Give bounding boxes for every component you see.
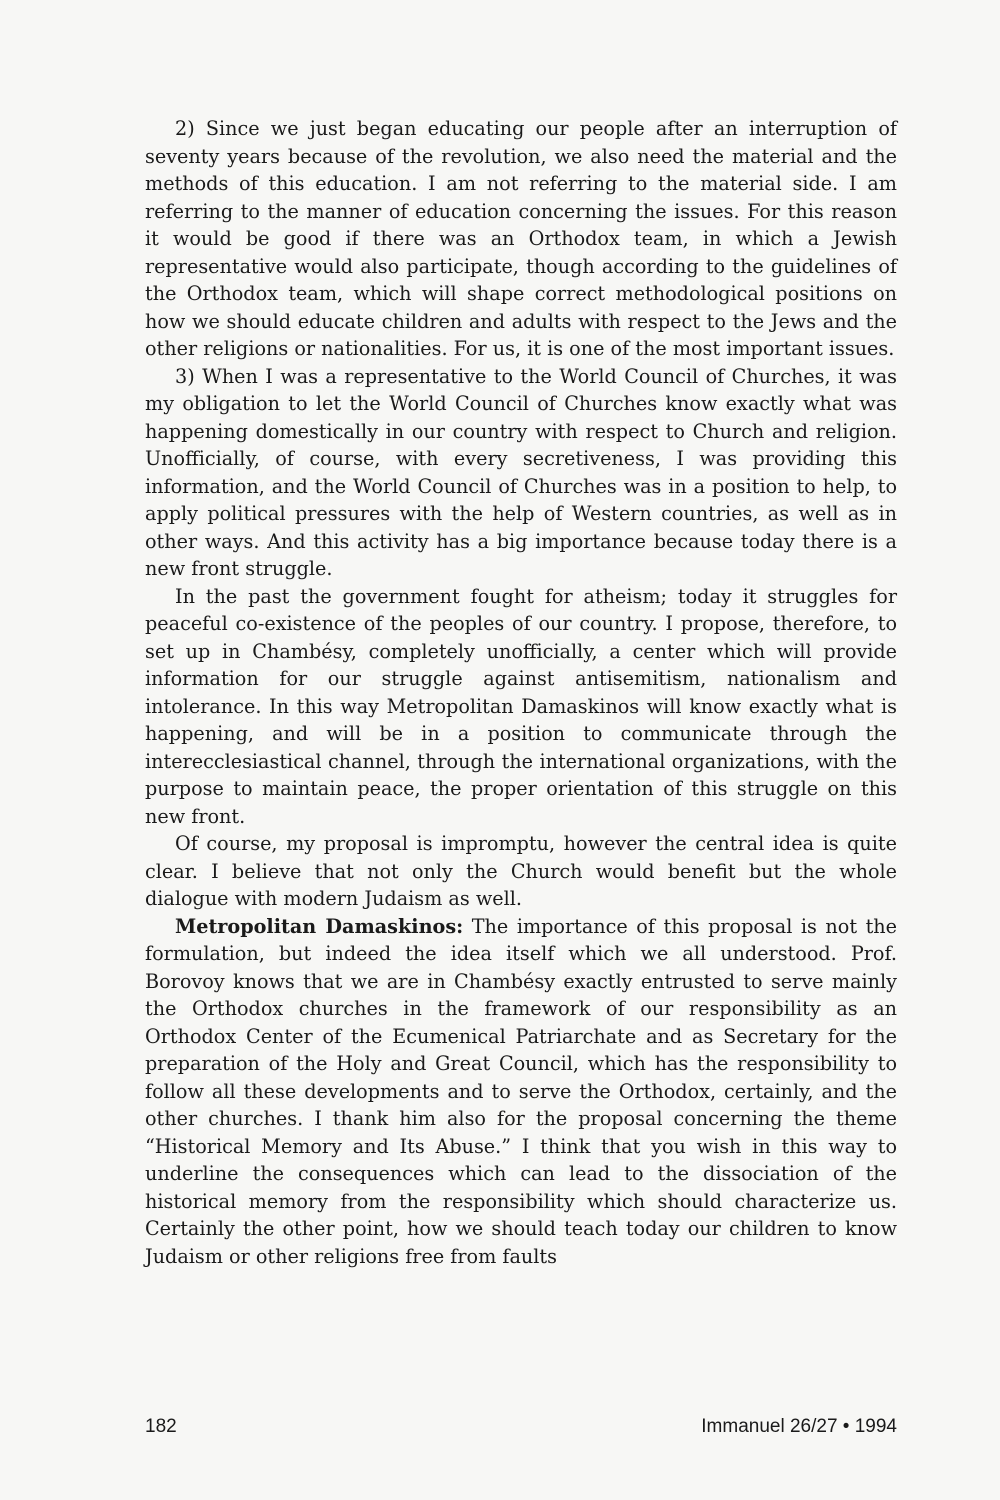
paragraph-text: 2) Since we just began educating our people after an interruption of seventy years because of the revolution, we also need the material and the methods of this education. I am not referring to the material side. I am referring to the manner of education concerning the issues. For this reason it would be good if there was an Orthodox team, in which a Jewish representative would also participate, though according to the guidelines of the Orthodox team, which will shape correct methodological positions on how we should educate children and adults with respect to the Jews and the other religions or nationalities. For us, it is one of the most important issues. xyxy=(145,117,897,360)
page-footer xyxy=(145,1416,897,1446)
paragraph-text: Of course, my proposal is impromptu, however the central idea is quite clear. I believe that not only the Church would benefit but the whole dialogue with modern Judaism as well. xyxy=(145,832,897,910)
paragraph-3 xyxy=(145,583,897,831)
paragraph-4 xyxy=(145,830,897,913)
paragraph-1 xyxy=(145,115,897,363)
paragraph-text: In the past the government fought for atheism; today it struggles for peaceful co-existence of the peoples of our country. I propose, therefore, to set up in Chambésy, completely unofficially, a center which will provide information for our struggle against antisemitism, nationalism and intolerance. In this way Metropolitan Damaskinos will know exactly what is happening, and will be in a position to communicate through the interecclesiastical channel, through the international organizations, with the purpose to maintain peace, the proper orientation of this struggle on this new front. xyxy=(145,584,897,828)
paragraph-text: The importance of this proposal is not the formulation, but indeed the idea itself which we all understood. Prof. Borovoy knows that we are in Chambésy exactly entrusted to serve mainly the Orthodox churches in the framework of our responsibility as an Orthodox Center of the Ecumenical Patriarchate and as Secretary for the preparation of the Holy and Great Council, which has the responsibility to follow all these developments and to serve the Orthodox, certainly, and the other churches. I thank him also for the proposal concerning the theme “Historical Memory and Its Abuse.” I think that you wish in this way to underline the consequences which can lead to the dissociation of the historical memory from the responsibility which should characterize us. Certainly the other point, how we should teach today our children to know Judaism or other religions free from faults xyxy=(145,914,898,1268)
speaker-name: Metropolitan Damaskinos: xyxy=(175,914,464,938)
paragraph-text: 3) When I was a representative to the World Council of Churches, it was my obligation to let the World Council of Churches know exactly what was happening domestically in our country with respect to Church and religion. Unofficially, of course, with every secretiveness, I was providing this information, and the World Council of Churches was in a position to help, to apply political pressures with the help of Western countries, as well as in other ways. And this activity has a big importance because today there is a new front struggle. xyxy=(145,364,897,580)
body-text xyxy=(145,115,897,1270)
paragraph-2 xyxy=(145,363,897,583)
paragraph-5 xyxy=(145,913,897,1271)
journal-citation: Immanuel 26/27 • 1994 xyxy=(701,1416,897,1437)
page-number: 182 xyxy=(145,1416,177,1437)
